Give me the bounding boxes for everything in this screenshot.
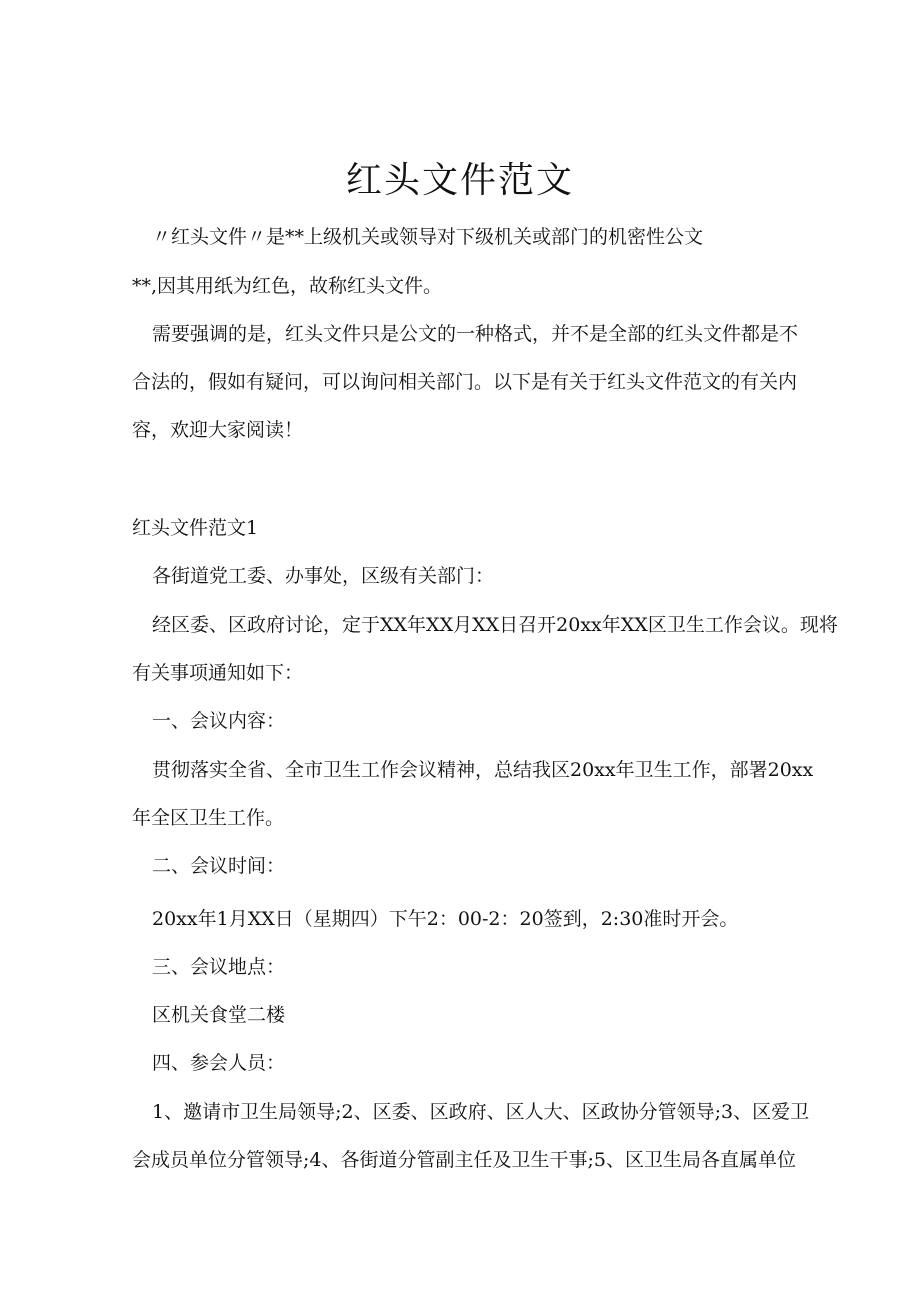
notice-para-line-1: 经区委、区政府讨论，定于XX年XX月XX日召开20xx年XX区卫生工作会议。现将 <box>152 614 838 636</box>
item-3-heading: 三、会议地点： <box>152 956 286 978</box>
intro-line-1: 〃红头文件〃是**上级机关或领导对下级机关或部门的机密性公文 <box>152 226 704 248</box>
addressee: 各街道党工委、办事处，区级有关部门： <box>152 565 495 587</box>
document-title: 红头文件范文 <box>345 160 574 202</box>
item-4-line-2: 会成员单位分管领导;4、各街道分管副主任及卫生干事;5、区卫生局各直属单位 <box>132 1149 796 1171</box>
item-2-text: 20xx年1月XX日（星期四）下午2：00-2：20签到，2:30准时开会。 <box>152 908 739 930</box>
intro-line-4: 合法的，假如有疑问，可以询问相关部门。以下是有关于红头文件范文的有关内 <box>132 371 798 393</box>
item-3-text: 区机关食堂二楼 <box>152 1004 286 1026</box>
intro-line-5: 容，欢迎大家阅读！ <box>132 419 304 441</box>
item-1-line-2: 年全区卫生工作。 <box>132 807 285 829</box>
item-4-line-1: 1、邀请市卫生局领导;2、区委、区政府、区人大、区政协分管领导;3、区爱卫 <box>152 1101 810 1123</box>
intro-line-3: 需要强调的是，红头文件只是公文的一种格式，并不是全部的红头文件都是不 <box>152 323 799 345</box>
notice-para-line-2: 有关事项通知如下： <box>132 662 304 684</box>
intro-line-2: **,因其用纸为红色，故称红头文件。 <box>132 275 443 297</box>
section-heading: 红头文件范文1 <box>132 517 259 539</box>
item-1-line-1: 贯彻落实全省、全市卫生工作会议精神，总结我区20xx年卫生工作，部署20xx <box>152 759 814 781</box>
item-2-heading: 二、会议时间： <box>152 855 286 877</box>
item-4-heading: 四、参会人员： <box>152 1052 286 1074</box>
item-1-heading: 一、会议内容： <box>152 710 286 732</box>
